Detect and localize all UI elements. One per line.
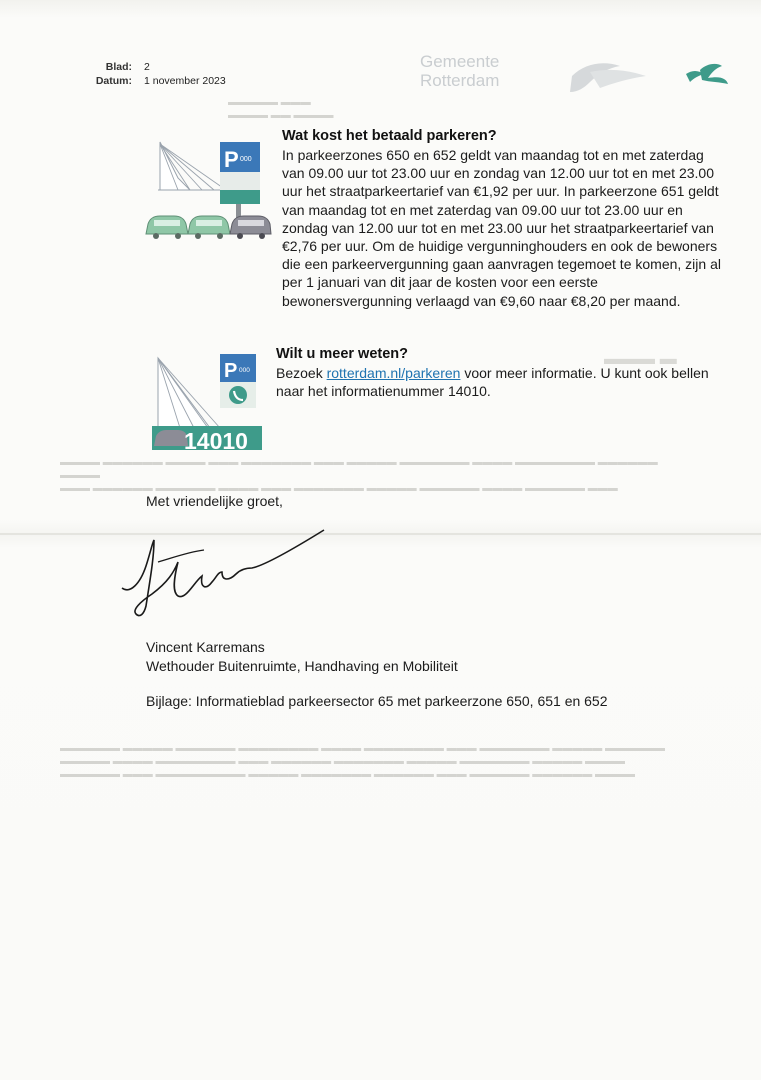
- more-info-text-before: Bezoek: [276, 365, 327, 381]
- svg-text:P: P: [224, 360, 238, 382]
- parking-sign-icon: [220, 354, 256, 408]
- signatory-name: Vincent Karremans: [146, 639, 265, 655]
- gemeente-rotterdam-logo: [420, 48, 730, 102]
- info-phone-illustration: [150, 350, 274, 456]
- attachment-line: Bijlage: Informatieblad parkeersector 65 met parkeerzone 650, 651 en 652: [146, 693, 608, 709]
- date-value: 1 november 2023: [144, 75, 226, 87]
- parking-sign-code: 000: [240, 156, 252, 163]
- sheet-value: 2: [144, 61, 150, 73]
- logo-line-1: Gemeente: [420, 52, 500, 71]
- phone-number-label: 14010: [184, 428, 248, 454]
- handwritten-signature: [112, 522, 342, 622]
- car-2-icon: [188, 216, 230, 239]
- date-label: Datum:: [95, 75, 132, 87]
- signatory-role: Wethouder Buitenruimte, Handhaving en Mobiliteit: [146, 657, 458, 674]
- car-icon: [154, 430, 188, 446]
- parking-cost-heading: Wat kost het betaald parkeren?: [282, 128, 497, 144]
- bleed-through-footer: ▬▬▬▬▬▬ ▬▬▬▬▬ ▬▬▬▬▬▬ ▬▬▬▬▬▬▬▬ ▬▬▬▬ ▬▬▬▬▬▬▬▬ ▬▬▬ ▬▬▬▬▬▬▬ ▬▬▬▬▬ ▬▬▬▬▬▬ ▬▬▬▬▬ ▬▬▬▬ ▬▬▬▬▬▬▬▬ ▬▬▬ ▬▬▬▬▬▬ ▬▬▬▬▬▬▬ ▬▬▬▬▬ ▬▬▬▬▬▬▬ ▬▬▬▬▬ ▬▬▬▬ ▬▬▬▬▬▬ ▬▬▬ ▬▬▬▬▬▬▬▬▬ ▬▬▬▬▬ ▬▬▬▬▬▬▬ ▬▬▬▬▬▬ ▬▬▬ ▬▬▬▬▬▬ ▬▬▬▬▬▬ ▬▬▬▬: [60, 743, 666, 780]
- more-info-body: [276, 364, 716, 400]
- svg-text:P: P: [224, 147, 239, 172]
- parking-cost-section: [144, 128, 724, 338]
- rotterdam-parkeren-link[interactable]: rotterdam.nl/parkeren: [326, 365, 461, 381]
- more-info-text-after: voor meer informatie. U kunt ook bellen naar het informatienummer 14010.: [276, 365, 709, 400]
- info-sign-code: 000: [239, 367, 250, 374]
- car-1-icon: [146, 216, 188, 239]
- bleed-through-text: ▬▬▬▬▬ ▬▬▬ ▬▬▬▬ ▬▬ ▬▬▬▬: [228, 97, 334, 121]
- more-info-heading: Wilt u meer weten?: [276, 346, 409, 362]
- bleed-through-heading: ▬▬▬ ▬: [604, 349, 677, 368]
- letter-meta: [92, 60, 226, 88]
- parking-cost-body: In parkeerzones 650 en 652 geldt van maandag tot en met zaterdag van 09.00 uur tot 23.00 uur en zondag van 12.00 uur tot en met 23.00 uur het straatparkeertarief van €1,92 per uur. In parkeerzone 651 geldt van maandag tot en met zaterdag van 09.00 uur tot 23.00 uur en zondag van 12.00 uur tot en met 23.00 uur het straatparkeertarief van €2,76 per uur. Om de huidige vergunninghouders en ook de bewoners die een parkeervergunning gaan aanvragen tegemoet te komen, zijn al per 1 januari van dit jaar de kosten voor een eerste bewonersvergunning verlaagd van €9,60 naar €8,20 per maand.: [282, 147, 721, 309]
- bleed-through-paragraph: ▬▬▬▬ ▬▬▬▬▬▬ ▬▬▬▬ ▬▬▬ ▬▬▬▬▬▬▬ ▬▬▬ ▬▬▬▬▬ ▬▬▬▬▬▬▬ ▬▬▬▬ ▬▬▬▬▬▬▬▬ ▬▬▬▬▬▬ ▬▬▬▬ ▬▬▬ ▬▬▬▬▬▬ ▬▬▬▬▬▬ ▬▬▬▬ ▬▬▬ ▬▬▬▬▬▬▬ ▬▬▬▬▬ ▬▬▬▬▬▬ ▬▬▬▬ ▬▬▬▬▬▬ ▬▬▬: [60, 457, 658, 494]
- signatory-block: [146, 638, 458, 675]
- parking-bridge-cars-illustration: [144, 138, 272, 250]
- more-info-section: [144, 346, 724, 456]
- car-3-icon: [230, 216, 271, 239]
- logo-line-2: Rotterdam: [420, 71, 500, 90]
- rotterdam-lion-emblem-icon: [550, 48, 730, 102]
- greeting: Met vriendelijke groet,: [146, 493, 283, 509]
- logo-text: [420, 52, 499, 90]
- sheet-label: Blad:: [105, 61, 132, 73]
